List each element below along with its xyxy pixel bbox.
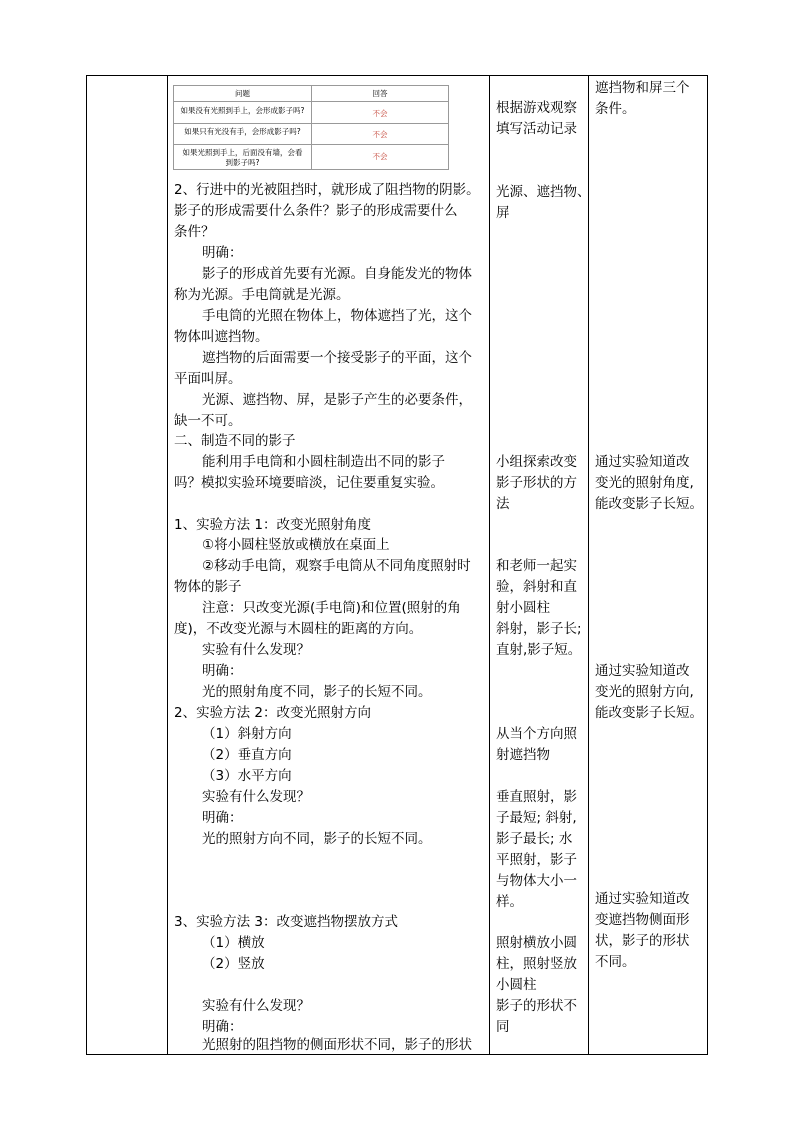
method-heading: 2、实验方法 2：改变光照射方向 bbox=[174, 705, 371, 721]
content-line: 明确： bbox=[202, 810, 243, 826]
activity-line: 法 bbox=[496, 496, 510, 512]
content-line: 影子的形成首先要有光源。自身能发光的物体 bbox=[202, 266, 472, 282]
activity-line: 斜射，影子长; bbox=[496, 621, 582, 637]
inner-row-question: 如果没有光照到手上，会形成影子吗? bbox=[180, 106, 305, 115]
activity-line: 根据游戏观察 bbox=[496, 100, 577, 116]
activity-line: 同 bbox=[496, 1019, 510, 1035]
intent-line: 遮挡物和屏三个 bbox=[595, 80, 690, 96]
activity-line: 小组探索改变 bbox=[496, 454, 577, 470]
content-line: 光的照射方向不同，影子的长短不同。 bbox=[202, 831, 432, 847]
inner-row-answer: 不会 bbox=[372, 109, 388, 118]
activity-line: 照射横放小圆 bbox=[496, 935, 577, 951]
inner-row-answer: 不会 bbox=[372, 152, 388, 161]
table-border-left bbox=[86, 75, 87, 1055]
activity-line: 子最短; 斜射, bbox=[496, 810, 577, 826]
activity-line: 直射,影子短。 bbox=[496, 642, 582, 658]
intent-line: 能改变影子长短。 bbox=[595, 496, 703, 512]
activity-line: 光源、遮挡物、 bbox=[496, 184, 591, 200]
content-line: 度)，不改变光源与木圆柱的距离的方向。 bbox=[174, 621, 423, 637]
content-line: 光源、遮挡物、屏，是影子产生的必要条件， bbox=[202, 392, 472, 408]
content-line: 实验有什么发现？ bbox=[202, 642, 310, 658]
activity-line: 填写活动记录 bbox=[496, 121, 577, 137]
content-line: 物体的影子 bbox=[174, 579, 242, 595]
activity-line: 柱，照射竖放 bbox=[496, 956, 577, 972]
content-line: （3）水平方向 bbox=[202, 768, 292, 784]
inner-row-question: 如果光照到手上，后面没有墙，会看 bbox=[182, 148, 303, 157]
table-top-border bbox=[86, 75, 708, 76]
intent-line: 通过实验知道改 bbox=[595, 663, 690, 679]
inner-header-question: 问题 bbox=[235, 89, 250, 98]
inner-header-answer: 回答 bbox=[372, 89, 388, 98]
content-line: 实验有什么发现？ bbox=[202, 998, 310, 1014]
content-line: 光的照射角度不同，影子的长短不同。 bbox=[202, 684, 432, 700]
content-line: 遮挡物的后面需要一个接受影子的平面，这个 bbox=[202, 350, 472, 366]
activity-line: 影子形状的方 bbox=[496, 475, 577, 491]
intent-line: 不同。 bbox=[595, 954, 636, 970]
activity-line: 平照射，影子 bbox=[496, 852, 577, 868]
content-line: ②移动手电筒，观察手电筒从不同角度照射时 bbox=[202, 558, 471, 574]
content-line: 物体叫遮挡物。 bbox=[174, 329, 269, 345]
activity-line: 屏 bbox=[496, 205, 510, 221]
intent-line: 条件。 bbox=[595, 101, 636, 117]
method-heading: 1、实验方法 1：改变光照射角度 bbox=[174, 517, 371, 533]
inner-row-line bbox=[174, 144, 448, 145]
inner-row-question: 如果只有光没有手，会形成影子吗? bbox=[184, 127, 301, 136]
content-line: 2、行进中的光被阻挡时，就形成了阻挡物的阴影。 bbox=[174, 182, 480, 198]
intent-line: 变光的照射角度, bbox=[595, 475, 694, 491]
table-divider-3 bbox=[588, 75, 589, 1055]
activity-line: 验，斜射和直 bbox=[496, 579, 577, 595]
activity-line: 与物体大小一 bbox=[496, 873, 577, 889]
activity-line: 影子的形状不 bbox=[496, 998, 577, 1014]
content-line: 吗？模拟实验环境要暗淡，记住要重复实验。 bbox=[174, 475, 444, 491]
activity-line: 射遮挡物 bbox=[496, 747, 550, 763]
inner-row-question-cont: 到影子吗? bbox=[225, 158, 260, 167]
intent-line: 能改变影子长短。 bbox=[595, 705, 703, 721]
intent-line: 变遮挡物侧面形 bbox=[595, 912, 690, 928]
activity-line: 小圆柱 bbox=[496, 977, 537, 993]
content-line: 注意：只改变光源(手电筒)和位置(照射的角 bbox=[202, 600, 461, 616]
inner-row-answer: 不会 bbox=[372, 130, 388, 139]
content-line: 明确： bbox=[202, 1019, 243, 1035]
content-line: （2）竖放 bbox=[202, 956, 265, 972]
content-line: 能利用手电筒和小圆柱制造出不同的影子 bbox=[202, 454, 445, 470]
content-line: 光照射的阻挡物的侧面形状不同，影子的形状 bbox=[202, 1037, 472, 1053]
activity-line: 从当个方向照 bbox=[496, 726, 577, 742]
inner-question-table bbox=[173, 85, 449, 170]
content-line: ①将小圆柱竖放或横放在桌面上 bbox=[202, 537, 390, 553]
content-line: 影子的形成需要什么条件？影子的形成需要什么 bbox=[174, 203, 458, 219]
table-divider-2 bbox=[489, 75, 490, 1055]
content-line: 平面叫屏。 bbox=[174, 371, 242, 387]
content-line: 实验有什么发现？ bbox=[202, 789, 310, 805]
content-line: （1）横放 bbox=[202, 935, 265, 951]
content-line: 缺一不可。 bbox=[174, 413, 242, 429]
section-heading: 二、制造不同的影子 bbox=[174, 433, 296, 449]
content-line: （1）斜射方向 bbox=[202, 726, 292, 742]
content-line: 手电筒的光照在物体上，物体遮挡了光，这个 bbox=[202, 308, 472, 324]
activity-line: 样。 bbox=[496, 894, 523, 910]
activity-line: 垂直照射，影 bbox=[496, 789, 577, 805]
table-border-right bbox=[707, 75, 708, 1055]
method-heading: 3、实验方法 3：改变遮挡物摆放方式 bbox=[174, 914, 398, 930]
intent-line: 通过实验知道改 bbox=[595, 891, 690, 907]
content-line: 条件？ bbox=[174, 224, 215, 240]
intent-line: 通过实验知道改 bbox=[595, 454, 690, 470]
inner-row-line bbox=[174, 123, 448, 124]
content-line: （2）垂直方向 bbox=[202, 747, 292, 763]
intent-line: 变光的照射方向, bbox=[595, 684, 694, 700]
inner-row-line bbox=[174, 101, 448, 102]
intent-line: 状，影子的形状 bbox=[595, 933, 690, 949]
content-line: 明确： bbox=[202, 663, 243, 679]
activity-line: 影子最长; 水 bbox=[496, 831, 573, 847]
activity-line: 射小圆柱 bbox=[496, 600, 550, 616]
table-divider-1 bbox=[167, 75, 168, 1055]
content-line: 明确： bbox=[202, 245, 243, 261]
activity-line: 和老师一起实 bbox=[496, 558, 577, 574]
content-line: 称为光源。手电筒就是光源。 bbox=[174, 287, 350, 303]
